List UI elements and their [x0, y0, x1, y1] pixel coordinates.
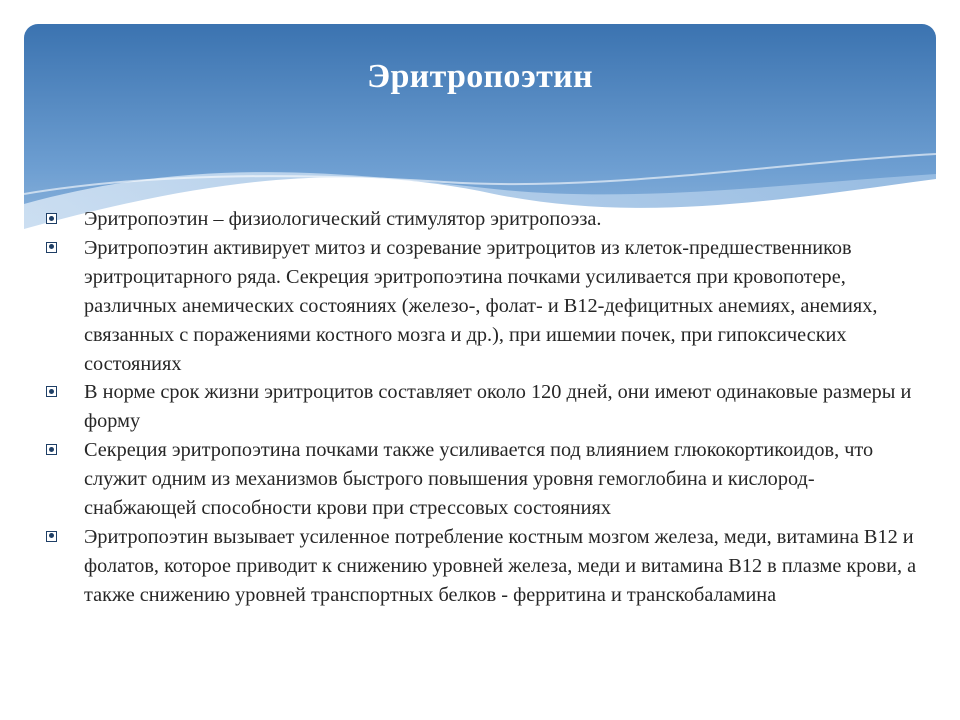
square-bullet-icon [46, 242, 57, 253]
square-bullet-icon [46, 531, 57, 542]
square-bullet-icon [46, 386, 57, 397]
square-bullet-icon [46, 444, 57, 455]
bullet-item [44, 523, 924, 610]
bullet-item [44, 234, 924, 379]
bullet-item [44, 205, 924, 234]
bullet-text: Эритропоэтин вызывает усиленное потребление костным мозгом железа, меди, витамина В12 и фолатов, которое приводит к снижению уровней железа, меди и витамина В12 в плазме крови, а также снижению уровней транспортных белков - ферритина и транскобаламина [84, 525, 917, 606]
bullet-text: Эритропоэтин – физиологический стимулятор эритропоэза. [84, 208, 602, 230]
square-bullet-icon [46, 213, 57, 224]
bullet-text: Эритропоэтин активирует митоз и созревание эритроцитов из клеток-предшественников эритроцитарного ряда. Секреция эритропоэтина почками усиливается при кровопотере, различных анемических состояниях (железо-, фолат- и В12-дефицитных анемиях, анемиях, связанных с поражениями костного мозга и др.), при ишемии почек, при гипоксических состояниях [84, 236, 878, 375]
slide-title: Эритропоэтин [367, 58, 593, 95]
bullet-text: Секреция эритропоэтина почками также усиливается под влиянием глюкокортикоидов, что служит одним из механизмов быстрого повышения уровня гемоглобина и кислород-снабжающей способности крови при стрессовых состояниях [84, 439, 874, 520]
bullet-list [44, 205, 924, 610]
bullet-item [44, 378, 924, 436]
bullet-text: В норме срок жизни эритроцитов составляет около 120 дней, они имеют одинаковые размеры и форму [84, 381, 912, 433]
bullet-item [44, 436, 924, 523]
